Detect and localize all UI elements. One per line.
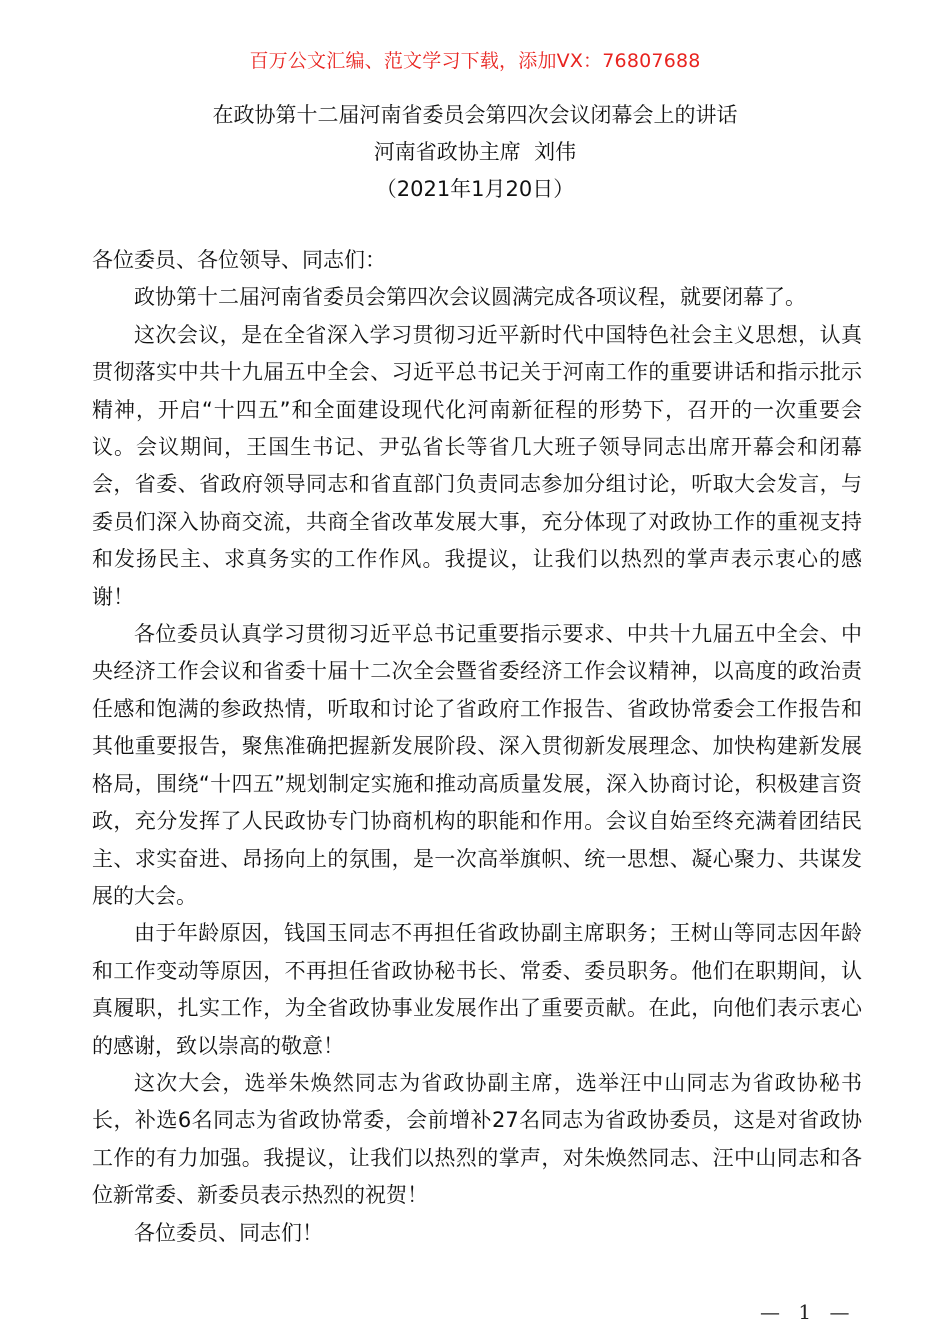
watermark-banner: 百万公文汇编、范文学习下载，添加VX：76807688 xyxy=(249,50,701,72)
page-number: — 1 — xyxy=(760,1300,856,1324)
paragraph: 这次会议，是在全省深入学习贯彻习近平新时代中国特色社会主义思想，认真贯彻落实中共十九届五中全会、习近平总书记关于河南工作的重要讲话和指示批示精神，开启“十四五”和全面建设现代化河南新征程的形势下，召开的一次重要会议。会议期间，王国生书记、尹弘省长等省几大班子领导同志出席开幕会和闭幕会，省委、省政府领导同志和省直部门负责同志参加分组讨论，听取大会发言，与委员们深入协商交流，共商全省改革发展大事，充分体现了对政协工作的重视支持和发扬民主、求真务实的工作作风。我提议，让我们以热烈的掌声表示衷心的感谢！ xyxy=(92,322,862,609)
paragraph: 这次大会，选举朱焕然同志为省政协副主席，选举汪中山同志为省政协秘书长，补选6名同志为省政协常委，会前增补27名同志为省政协委员，这是对省政协工作的有力加强。我提议，让我们以热烈的掌声，对朱焕然同志、汪中山同志和各位新常委、新委员表示热烈的祝贺！ xyxy=(92,1070,862,1208)
paragraph: 各位委员、同志们！ xyxy=(134,1220,323,1245)
document-header xyxy=(0,97,950,208)
document-author: 河南省政协主席 刘伟 xyxy=(373,140,577,164)
document-title: 在政协第十二届河南省委员会第四次会议闭幕会上的讲话 xyxy=(212,103,738,127)
paragraph: 政协第十二届河南省委员会第四次会议圆满完成各项议程，就要闭幕了。 xyxy=(134,285,806,310)
paragraph: 由于年龄原因，钱国玉同志不再担任省政协副主席职务；王树山等同志因年龄和工作变动等原因，不再担任省政协秘书长、常委、委员职务。他们在职期间，认真履职，扎实工作，为全省政协事业发展作出了重要贡献。在此，向他们表示衷心的感谢，致以崇高的敬意！ xyxy=(92,921,862,1058)
document-body xyxy=(92,242,862,1252)
document-date: （2021年1月20日） xyxy=(375,177,575,201)
paragraph: 各位委员认真学习贯彻习近平总书记重要指示要求、中共十九届五中全会、中央经济工作会议和省委十届十二次全会暨省委经济工作会议精神，以高度的政治责任感和饱满的参政热情，听取和讨论了省政府工作报告、省政协常委会工作报告和其他重要报告，聚焦准确把握新发展阶段、深入贯彻新发展理念、加快构建新发展格局，围绕“十四五”规划制定实施和推动高质量发展，深入协商讨论，积极建言资政，充分发挥了人民政协专门协商机构的职能和作用。会议自始至终充满着团结民主、求实奋进、昂扬向上的氛围，是一次高举旗帜、统一思想、凝心聚力、共谋发展的大会。 xyxy=(92,622,862,908)
salutation: 各位委员、各位领导、同志们： xyxy=(92,248,386,272)
